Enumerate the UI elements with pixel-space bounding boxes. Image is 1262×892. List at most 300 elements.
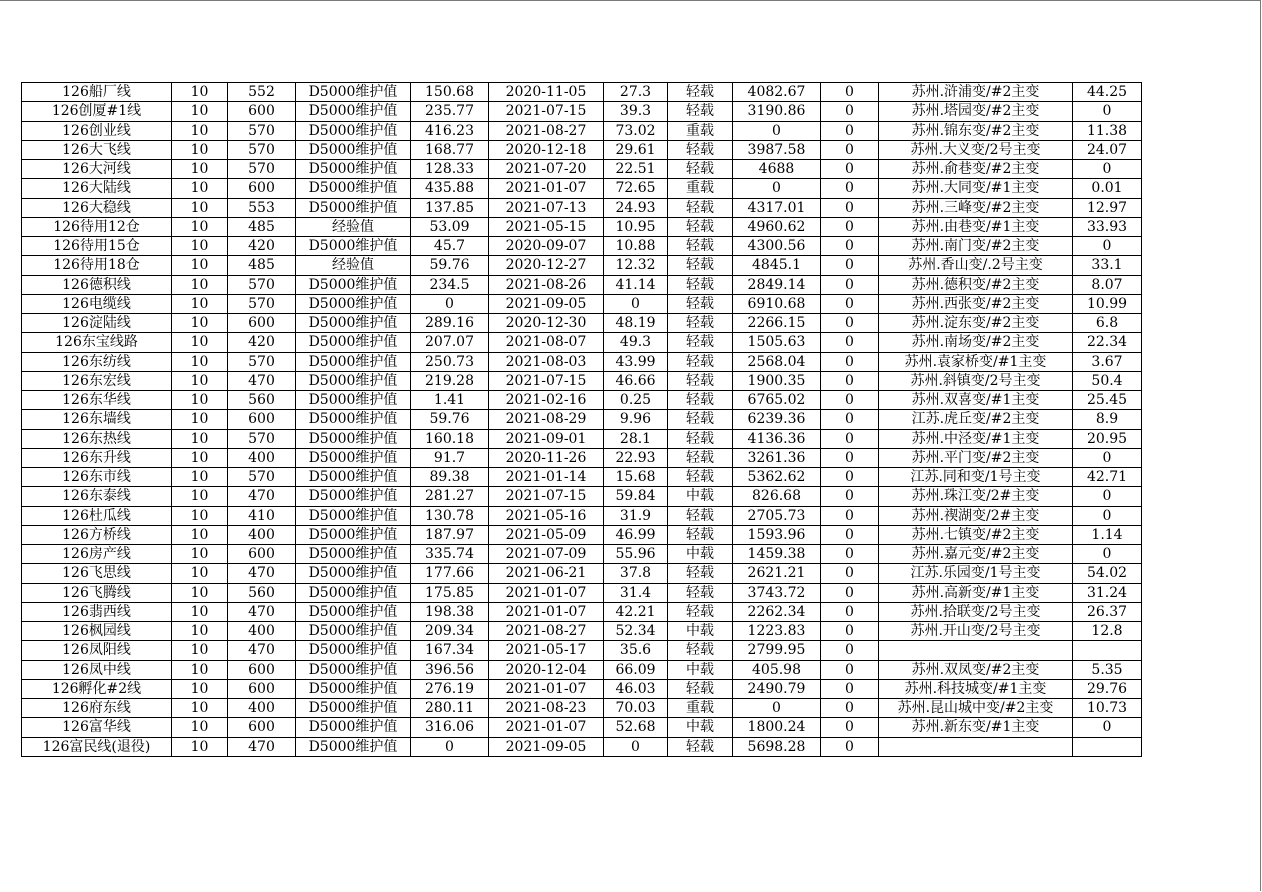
load-status-cell: 重载 [668, 179, 733, 198]
line-name-cell: 126孵化#2线 [22, 679, 172, 698]
transformer-cell: 苏州.香山变/.2号主变 [879, 256, 1073, 275]
load-status-cell: 轻载 [668, 83, 733, 102]
load-rate-cell: 24.93 [604, 198, 668, 217]
table-row [22, 429, 1142, 448]
rated-current-cell: 553 [228, 198, 296, 217]
voltage-cell: 10 [172, 217, 228, 236]
rated-current-cell: 570 [228, 121, 296, 140]
line-name-cell: 126创业线 [22, 121, 172, 140]
value-cell: 12.8 [1073, 622, 1142, 641]
source-cell: D5000维护值 [296, 352, 411, 371]
load-status-cell: 轻载 [668, 198, 733, 217]
date-cell: 2021-08-27 [489, 121, 604, 140]
transformer-cell: 苏州.平门变/#2主变 [879, 448, 1073, 467]
source-cell: D5000维护值 [296, 506, 411, 525]
table-row [22, 660, 1142, 679]
date-cell: 2021-01-07 [489, 679, 604, 698]
load-rate-cell: 73.02 [604, 121, 668, 140]
max-current-cell: 335.74 [411, 545, 489, 564]
transformer-cell: 苏州.昆山城中变/#2主变 [879, 699, 1073, 718]
source-cell: D5000维护值 [296, 679, 411, 698]
date-cell: 2021-09-01 [489, 429, 604, 448]
source-cell: D5000维护值 [296, 718, 411, 737]
source-cell: D5000维护值 [296, 140, 411, 159]
load-status-cell: 轻载 [668, 140, 733, 159]
line-name-cell: 126船厂线 [22, 83, 172, 102]
max-current-cell: 276.19 [411, 679, 489, 698]
transformer-cell: 江苏.乐园变/1号主变 [879, 564, 1073, 583]
transformer-cell: 苏州.塔园变/#2主变 [879, 102, 1073, 121]
value-cell: 3.67 [1073, 352, 1142, 371]
remaining-capacity-cell: 1593.96 [733, 525, 821, 544]
transformer-cell: 苏州.中泾变/#1主变 [879, 429, 1073, 448]
count-cell: 0 [821, 83, 879, 102]
transformer-cell: 苏州.三峰变/#2主变 [879, 198, 1073, 217]
rated-current-cell: 400 [228, 525, 296, 544]
value-cell: 20.95 [1073, 429, 1142, 448]
load-status-cell: 轻载 [668, 583, 733, 602]
table-row [22, 718, 1142, 737]
line-name-cell: 126大飞线 [22, 140, 172, 159]
voltage-cell: 10 [172, 160, 228, 179]
voltage-cell: 10 [172, 487, 228, 506]
date-cell: 2021-08-23 [489, 699, 604, 718]
line-name-cell: 126待用18仓 [22, 256, 172, 275]
load-status-cell: 轻载 [668, 314, 733, 333]
transformer-cell: 苏州.德积变/#2主变 [879, 275, 1073, 294]
load-status-cell: 中载 [668, 622, 733, 641]
transformer-cell [879, 737, 1073, 756]
transformer-cell: 苏州.双凤变/#2主变 [879, 660, 1073, 679]
count-cell: 0 [821, 525, 879, 544]
rated-current-cell: 552 [228, 83, 296, 102]
date-cell: 2021-05-17 [489, 641, 604, 660]
max-current-cell: 0 [411, 737, 489, 756]
load-rate-cell: 52.68 [604, 718, 668, 737]
load-rate-cell: 52.34 [604, 622, 668, 641]
load-rate-cell: 9.96 [604, 410, 668, 429]
count-cell: 0 [821, 237, 879, 256]
transformer-cell: 苏州.禊湖变/2#主变 [879, 506, 1073, 525]
max-current-cell: 175.85 [411, 583, 489, 602]
load-status-cell: 轻载 [668, 737, 733, 756]
rated-current-cell: 600 [228, 314, 296, 333]
date-cell: 2021-08-26 [489, 275, 604, 294]
table-row [22, 583, 1142, 602]
value-cell: 8.9 [1073, 410, 1142, 429]
remaining-capacity-cell: 405.98 [733, 660, 821, 679]
source-cell: D5000维护值 [296, 660, 411, 679]
load-status-cell: 轻载 [668, 602, 733, 621]
line-name-cell: 126方桥线 [22, 525, 172, 544]
max-current-cell: 59.76 [411, 410, 489, 429]
count-cell: 0 [821, 448, 879, 467]
load-rate-cell: 46.99 [604, 525, 668, 544]
table-row [22, 256, 1142, 275]
load-rate-cell: 35.6 [604, 641, 668, 660]
transformer-cell: 苏州.嘉元变/#2主变 [879, 545, 1073, 564]
date-cell: 2021-02-16 [489, 391, 604, 410]
voltage-cell: 10 [172, 641, 228, 660]
voltage-cell: 10 [172, 140, 228, 159]
transformer-cell: 苏州.高新变/#1主变 [879, 583, 1073, 602]
voltage-cell: 10 [172, 583, 228, 602]
source-cell: D5000维护值 [296, 545, 411, 564]
max-current-cell: 0 [411, 294, 489, 313]
remaining-capacity-cell: 1900.35 [733, 371, 821, 390]
date-cell: 2021-05-09 [489, 525, 604, 544]
source-cell: 经验值 [296, 217, 411, 236]
remaining-capacity-cell: 826.68 [733, 487, 821, 506]
load-status-cell: 中载 [668, 487, 733, 506]
max-current-cell: 416.23 [411, 121, 489, 140]
voltage-cell: 10 [172, 410, 228, 429]
source-cell: D5000维护值 [296, 102, 411, 121]
rated-current-cell: 420 [228, 237, 296, 256]
count-cell: 0 [821, 410, 879, 429]
count-cell: 0 [821, 660, 879, 679]
load-rate-cell: 49.3 [604, 333, 668, 352]
load-status-cell: 轻载 [668, 256, 733, 275]
source-cell: D5000维护值 [296, 429, 411, 448]
voltage-cell: 10 [172, 545, 228, 564]
table-row [22, 275, 1142, 294]
transformer-cell: 苏州.七镇变/#2主变 [879, 525, 1073, 544]
remaining-capacity-cell: 2705.73 [733, 506, 821, 525]
load-status-cell: 轻载 [668, 371, 733, 390]
max-current-cell: 280.11 [411, 699, 489, 718]
remaining-capacity-cell: 2266.15 [733, 314, 821, 333]
value-cell: 0 [1073, 448, 1142, 467]
voltage-cell: 10 [172, 429, 228, 448]
remaining-capacity-cell: 5362.62 [733, 468, 821, 487]
max-current-cell: 177.66 [411, 564, 489, 583]
value-cell: 0 [1073, 506, 1142, 525]
max-current-cell: 198.38 [411, 602, 489, 621]
date-cell: 2021-07-20 [489, 160, 604, 179]
table-row [22, 121, 1142, 140]
load-status-cell: 轻载 [668, 679, 733, 698]
table-row [22, 198, 1142, 217]
value-cell: 33.93 [1073, 217, 1142, 236]
line-name-cell: 126府东线 [22, 699, 172, 718]
source-cell: D5000维护值 [296, 198, 411, 217]
remaining-capacity-cell: 4845.1 [733, 256, 821, 275]
value-cell: 12.97 [1073, 198, 1142, 217]
rated-current-cell: 470 [228, 371, 296, 390]
load-rate-cell: 42.21 [604, 602, 668, 621]
table-row [22, 179, 1142, 198]
voltage-cell: 10 [172, 102, 228, 121]
date-cell: 2021-07-15 [489, 487, 604, 506]
load-rate-cell: 46.03 [604, 679, 668, 698]
line-name-cell: 126电缆线 [22, 294, 172, 313]
load-rate-cell: 12.32 [604, 256, 668, 275]
line-name-cell: 126枫园线 [22, 622, 172, 641]
date-cell: 2020-12-04 [489, 660, 604, 679]
max-current-cell: 250.73 [411, 352, 489, 371]
transformer-cell [879, 641, 1073, 660]
table-row [22, 410, 1142, 429]
remaining-capacity-cell: 0 [733, 121, 821, 140]
transformer-cell: 苏州.大义变/2号主变 [879, 140, 1073, 159]
table-row [22, 371, 1142, 390]
table-row [22, 468, 1142, 487]
rated-current-cell: 485 [228, 217, 296, 236]
transformer-cell: 苏州.南门变/#2主变 [879, 237, 1073, 256]
rated-current-cell: 570 [228, 294, 296, 313]
count-cell: 0 [821, 371, 879, 390]
line-name-cell: 126东市线 [22, 468, 172, 487]
value-cell: 0.01 [1073, 179, 1142, 198]
table-row [22, 622, 1142, 641]
value-cell: 5.35 [1073, 660, 1142, 679]
max-current-cell: 396.56 [411, 660, 489, 679]
date-cell: 2021-01-07 [489, 718, 604, 737]
remaining-capacity-cell: 1800.24 [733, 718, 821, 737]
count-cell: 0 [821, 140, 879, 159]
table-row [22, 679, 1142, 698]
remaining-capacity-cell: 4136.36 [733, 429, 821, 448]
voltage-cell: 10 [172, 333, 228, 352]
source-cell: D5000维护值 [296, 448, 411, 467]
source-cell: D5000维护值 [296, 699, 411, 718]
voltage-cell: 10 [172, 737, 228, 756]
count-cell: 0 [821, 160, 879, 179]
remaining-capacity-cell: 1223.83 [733, 622, 821, 641]
load-status-cell: 轻载 [668, 391, 733, 410]
load-status-cell: 轻载 [668, 564, 733, 583]
voltage-cell: 10 [172, 564, 228, 583]
remaining-capacity-cell: 1459.38 [733, 545, 821, 564]
rated-current-cell: 600 [228, 545, 296, 564]
load-rate-cell: 10.95 [604, 217, 668, 236]
source-cell: D5000维护值 [296, 121, 411, 140]
count-cell: 0 [821, 352, 879, 371]
value-cell: 0 [1073, 545, 1142, 564]
line-name-cell: 126大陆线 [22, 179, 172, 198]
source-cell: D5000维护值 [296, 737, 411, 756]
date-cell: 2021-01-07 [489, 602, 604, 621]
date-cell: 2020-12-30 [489, 314, 604, 333]
rated-current-cell: 600 [228, 179, 296, 198]
line-name-cell: 126大稳线 [22, 198, 172, 217]
load-status-cell: 轻载 [668, 641, 733, 660]
voltage-cell: 10 [172, 525, 228, 544]
load-rate-cell: 31.4 [604, 583, 668, 602]
remaining-capacity-cell: 4300.56 [733, 237, 821, 256]
value-cell: 11.38 [1073, 121, 1142, 140]
voltage-cell: 10 [172, 256, 228, 275]
voltage-cell: 10 [172, 660, 228, 679]
transformer-cell: 苏州.科技城变/#1主变 [879, 679, 1073, 698]
line-name-cell: 126东墙线 [22, 410, 172, 429]
load-status-cell: 轻载 [668, 468, 733, 487]
line-name-cell: 126翡西线 [22, 602, 172, 621]
voltage-cell: 10 [172, 679, 228, 698]
rated-current-cell: 600 [228, 102, 296, 121]
voltage-cell: 10 [172, 371, 228, 390]
transformer-cell: 苏州.新东变/#1主变 [879, 718, 1073, 737]
load-status-cell: 轻载 [668, 237, 733, 256]
table-body [22, 83, 1142, 757]
line-name-cell: 126淀陆线 [22, 314, 172, 333]
voltage-cell: 10 [172, 602, 228, 621]
max-current-cell: 89.38 [411, 468, 489, 487]
source-cell: D5000维护值 [296, 160, 411, 179]
voltage-cell: 10 [172, 718, 228, 737]
transformer-cell: 苏州.斜镇变/2号主变 [879, 371, 1073, 390]
line-name-cell: 126东宝线路 [22, 333, 172, 352]
max-current-cell: 59.76 [411, 256, 489, 275]
max-current-cell: 1.41 [411, 391, 489, 410]
value-cell: 0 [1073, 160, 1142, 179]
source-cell: D5000维护值 [296, 410, 411, 429]
line-name-cell: 126凤中线 [22, 660, 172, 679]
remaining-capacity-cell: 3190.86 [733, 102, 821, 121]
date-cell: 2021-01-07 [489, 583, 604, 602]
voltage-cell: 10 [172, 468, 228, 487]
date-cell: 2021-05-16 [489, 506, 604, 525]
rated-current-cell: 470 [228, 487, 296, 506]
line-name-cell: 126创厦#1线 [22, 102, 172, 121]
max-current-cell: 128.33 [411, 160, 489, 179]
table-row [22, 140, 1142, 159]
date-cell: 2021-01-07 [489, 179, 604, 198]
load-status-cell: 轻载 [668, 448, 733, 467]
value-cell: 50.4 [1073, 371, 1142, 390]
load-status-cell: 中载 [668, 660, 733, 679]
rated-current-cell: 470 [228, 602, 296, 621]
line-name-cell: 126待用15仓 [22, 237, 172, 256]
line-name-cell: 126东宏线 [22, 371, 172, 390]
max-current-cell: 187.97 [411, 525, 489, 544]
count-cell: 0 [821, 468, 879, 487]
load-rate-cell: 0 [604, 737, 668, 756]
load-status-cell: 轻载 [668, 352, 733, 371]
load-rate-cell: 10.88 [604, 237, 668, 256]
rated-current-cell: 410 [228, 506, 296, 525]
transformer-cell: 苏州.俞巷变/#2主变 [879, 160, 1073, 179]
rated-current-cell: 570 [228, 275, 296, 294]
source-cell: D5000维护值 [296, 333, 411, 352]
load-rate-cell: 39.3 [604, 102, 668, 121]
load-status-cell: 轻载 [668, 102, 733, 121]
transformer-cell: 苏州.大同变/#1主变 [879, 179, 1073, 198]
table-row [22, 160, 1142, 179]
count-cell: 0 [821, 333, 879, 352]
max-current-cell: 137.85 [411, 198, 489, 217]
remaining-capacity-cell: 4960.62 [733, 217, 821, 236]
count-cell: 0 [821, 256, 879, 275]
remaining-capacity-cell: 2568.04 [733, 352, 821, 371]
transformer-cell: 苏州.西张变/#2主变 [879, 294, 1073, 313]
rated-current-cell: 600 [228, 410, 296, 429]
voltage-cell: 10 [172, 121, 228, 140]
table-row [22, 294, 1142, 313]
remaining-capacity-cell: 2621.21 [733, 564, 821, 583]
transformer-cell: 苏州.双喜变/#1主变 [879, 391, 1073, 410]
remaining-capacity-cell: 4317.01 [733, 198, 821, 217]
rated-current-cell: 570 [228, 140, 296, 159]
value-cell: 31.24 [1073, 583, 1142, 602]
load-rate-cell: 22.51 [604, 160, 668, 179]
count-cell: 0 [821, 429, 879, 448]
table-row [22, 487, 1142, 506]
max-current-cell: 209.34 [411, 622, 489, 641]
load-rate-cell: 37.8 [604, 564, 668, 583]
table-row [22, 352, 1142, 371]
remaining-capacity-cell: 0 [733, 179, 821, 198]
voltage-cell: 10 [172, 622, 228, 641]
value-cell: 24.07 [1073, 140, 1142, 159]
count-cell: 0 [821, 314, 879, 333]
value-cell: 10.99 [1073, 294, 1142, 313]
date-cell: 2021-07-15 [489, 102, 604, 121]
voltage-cell: 10 [172, 83, 228, 102]
rated-current-cell: 570 [228, 468, 296, 487]
max-current-cell: 168.77 [411, 140, 489, 159]
transformer-cell: 江苏.虎丘变/#2主变 [879, 410, 1073, 429]
load-rate-cell: 48.19 [604, 314, 668, 333]
remaining-capacity-cell: 0 [733, 699, 821, 718]
voltage-cell: 10 [172, 314, 228, 333]
load-status-cell: 重载 [668, 699, 733, 718]
load-status-cell: 轻载 [668, 410, 733, 429]
count-cell: 0 [821, 506, 879, 525]
table-row [22, 699, 1142, 718]
value-cell: 33.1 [1073, 256, 1142, 275]
load-rate-cell: 41.14 [604, 275, 668, 294]
value-cell: 26.37 [1073, 602, 1142, 621]
max-current-cell: 91.7 [411, 448, 489, 467]
load-rate-cell: 59.84 [604, 487, 668, 506]
transformer-cell: 苏州.淀东变/#2主变 [879, 314, 1073, 333]
max-current-cell: 219.28 [411, 371, 489, 390]
value-cell: 8.07 [1073, 275, 1142, 294]
transformer-cell: 苏州.拾联变/2号主变 [879, 602, 1073, 621]
count-cell: 0 [821, 198, 879, 217]
load-rate-cell: 72.65 [604, 179, 668, 198]
source-cell: D5000维护值 [296, 371, 411, 390]
load-status-cell: 轻载 [668, 525, 733, 544]
load-status-cell: 轻载 [668, 333, 733, 352]
line-name-cell: 126东热线 [22, 429, 172, 448]
rated-current-cell: 470 [228, 564, 296, 583]
date-cell: 2020-12-18 [489, 140, 604, 159]
remaining-capacity-cell: 4082.67 [733, 83, 821, 102]
rated-current-cell: 600 [228, 660, 296, 679]
transformer-cell: 苏州.浒浦变/#2主变 [879, 83, 1073, 102]
value-cell: 0 [1073, 102, 1142, 121]
count-cell: 0 [821, 179, 879, 198]
source-cell: D5000维护值 [296, 468, 411, 487]
remaining-capacity-cell: 1505.63 [733, 333, 821, 352]
count-cell: 0 [821, 217, 879, 236]
date-cell: 2020-12-27 [489, 256, 604, 275]
table-row [22, 217, 1142, 236]
voltage-cell: 10 [172, 352, 228, 371]
load-rate-cell: 66.09 [604, 660, 668, 679]
table-row [22, 314, 1142, 333]
voltage-cell: 10 [172, 275, 228, 294]
value-cell: 25.45 [1073, 391, 1142, 410]
date-cell: 2021-09-05 [489, 737, 604, 756]
table-row [22, 102, 1142, 121]
rated-current-cell: 560 [228, 583, 296, 602]
source-cell: 经验值 [296, 256, 411, 275]
remaining-capacity-cell: 3261.36 [733, 448, 821, 467]
